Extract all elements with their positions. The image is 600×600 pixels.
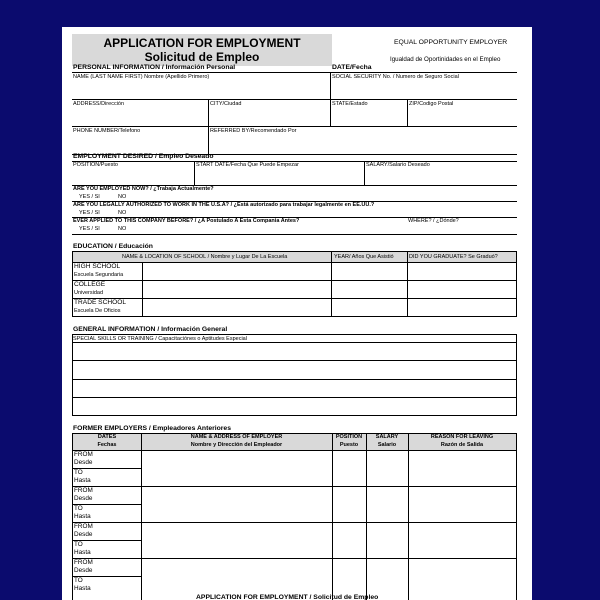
- section-former: FORMER EMPLOYERS / Empleadores Anteriores: [73, 425, 231, 432]
- former-col-dates-es: Fechas: [97, 442, 117, 448]
- where-field[interactable]: WHERE? / ¿Dónde?: [408, 218, 459, 224]
- former-col-position-es: Puesto: [339, 442, 359, 448]
- former-hasta: Hasta: [74, 477, 91, 484]
- eoe-label-es: Igualdad de Oportinidades en el Empleo: [390, 56, 501, 63]
- divider: [142, 262, 143, 317]
- divider: [72, 280, 517, 281]
- position-field[interactable]: POSITION/Puesto: [73, 162, 118, 168]
- divider: [366, 433, 367, 600]
- former-hasta: Hasta: [74, 585, 91, 592]
- address-field[interactable]: ADDRESS/Dirección: [73, 101, 125, 107]
- education-row-college: COLLEGE: [74, 281, 106, 288]
- divider: [194, 161, 195, 185]
- employed-no[interactable]: NO: [118, 194, 127, 200]
- former-to: TO: [74, 469, 83, 476]
- divider: [364, 161, 365, 185]
- divider: [141, 433, 142, 600]
- divider: [72, 558, 517, 559]
- name-field[interactable]: NAME (LAST NAME FIRST) Nombre (Apellido Primero): [73, 74, 210, 80]
- divider: [72, 397, 517, 398]
- former-table: [72, 433, 517, 600]
- divider: [72, 379, 517, 380]
- city-field[interactable]: CITY/Ciudad: [210, 101, 242, 107]
- divider: [72, 99, 517, 100]
- title-box: [72, 34, 332, 66]
- education-row-trade: TRADE SCHOOL: [74, 299, 127, 306]
- former-from: FROM: [74, 523, 93, 530]
- section-general: GENERAL INFORMATION / Información General: [73, 326, 228, 333]
- divider: [330, 99, 331, 126]
- former-col-salary: SALARY: [375, 434, 399, 440]
- form-subtitle: Solicitud de Empleo: [144, 50, 260, 64]
- education-row-trade-es: Escuela De Oficios: [74, 308, 121, 314]
- general-table: [72, 334, 517, 416]
- divider: [407, 251, 408, 317]
- education-row-college-es: Universidad: [74, 290, 104, 296]
- former-col-name: NAME & ADDRESS OF EMPLOYER: [190, 434, 283, 440]
- former-col-dates: DATES: [97, 434, 117, 440]
- former-to: TO: [74, 541, 83, 548]
- former-to: TO: [74, 577, 83, 584]
- education-col-grad: DID YOU GRADUATE? Se Graduó?: [409, 254, 498, 260]
- former-col-reason-es: Razón de Salida: [440, 442, 484, 448]
- ssn-field[interactable]: SOCIAL SECURITY No. / Numero de Seguro Social: [332, 74, 459, 80]
- divider: [408, 433, 409, 600]
- former-col-reason: REASON FOR LEAVING: [430, 434, 494, 440]
- divider: [72, 298, 517, 299]
- form-title: APPLICATION FOR EMPLOYMENT: [103, 36, 301, 50]
- former-desde: Desde: [74, 459, 93, 466]
- applied-question: EVER APPLIED TO THIS COMPANY BEFORE? / ¿A Postulado A Esta Compania Antes?: [73, 218, 300, 224]
- applied-no[interactable]: NO: [118, 226, 127, 232]
- salary-field[interactable]: SALARY/Salario Deseado: [366, 162, 430, 168]
- applied-yes[interactable]: YES / SI: [79, 226, 100, 232]
- education-col-year: YEAR/ Años Que Asistió: [334, 254, 394, 260]
- divider: [407, 99, 408, 126]
- former-col-name-es: Nombre y Dirección del Empleador: [190, 442, 283, 448]
- former-from: FROM: [74, 451, 93, 458]
- divider: [72, 486, 517, 487]
- referred-field[interactable]: REFERRED BY/Recomendado Por: [210, 128, 297, 134]
- start-date-field[interactable]: START DATE/Fecha Que Puede Empezar: [196, 162, 299, 168]
- former-to: TO: [74, 505, 83, 512]
- former-hasta: Hasta: [74, 549, 91, 556]
- application-form-sheet: [62, 27, 532, 600]
- phone-field[interactable]: PHONE NUMBER/Telefono: [73, 128, 141, 134]
- former-desde: Desde: [74, 495, 93, 502]
- divider: [72, 262, 517, 263]
- section-employment-desired: EMPLOYMENT DESIRED / Empleo Deseado: [73, 153, 214, 160]
- date-label: DATE/Fecha: [332, 64, 372, 71]
- skills-field[interactable]: SPECIAL SKILLS OR TRAINING / Capacitaciónes o Aptitudes Especial: [73, 336, 247, 342]
- eoe-label: EQUAL OPPORTUNITY EMPLOYER: [394, 39, 508, 46]
- divider: [72, 522, 517, 523]
- divider: [72, 360, 517, 361]
- zip-field[interactable]: ZIP/Codigo Postal: [409, 101, 454, 107]
- former-col-position: POSITION: [335, 434, 363, 440]
- divider: [72, 126, 517, 127]
- former-desde: Desde: [74, 531, 93, 538]
- section-personal: PERSONAL INFORMATION / Información Personal: [73, 64, 236, 71]
- next-page-title: APPLICATION FOR EMPLOYMENT / Solicitud de Empleo: [196, 594, 379, 600]
- former-from: FROM: [74, 559, 93, 566]
- divider: [72, 450, 517, 451]
- education-row-highschool: HIGH SCHOOL: [74, 263, 121, 270]
- section-education: EDUCATION / Educación: [73, 243, 153, 250]
- divider: [331, 251, 332, 317]
- education-row-highschool-es: Escuela Segundaria: [74, 272, 124, 278]
- authorized-yes[interactable]: YES / SI: [79, 210, 100, 216]
- former-hasta: Hasta: [74, 513, 91, 520]
- divider: [72, 234, 517, 235]
- former-from: FROM: [74, 487, 93, 494]
- divider: [330, 72, 331, 99]
- divider: [332, 433, 333, 600]
- divider: [72, 72, 517, 73]
- former-desde: Desde: [74, 567, 93, 574]
- authorized-no[interactable]: NO: [118, 210, 127, 216]
- state-field[interactable]: STATE/Estado: [332, 101, 368, 107]
- employed-question: ARE YOU EMPLOYED NOW? / ¿Trabaja Actualmente?: [73, 186, 214, 192]
- employed-yes[interactable]: YES / SI: [79, 194, 100, 200]
- authorized-question: ARE YOU LEGALLY AUTHORIZED TO WORK IN THE U.S.A? / ¿Está autorizado para trabajar legalmente en EE.UU.?: [73, 202, 375, 208]
- divider: [72, 342, 517, 343]
- former-col-salary-es: Salario: [377, 442, 397, 448]
- education-col-school: NAME & LOCATION OF SCHOOL / Nombre y Lugar De La Escuela: [122, 254, 288, 260]
